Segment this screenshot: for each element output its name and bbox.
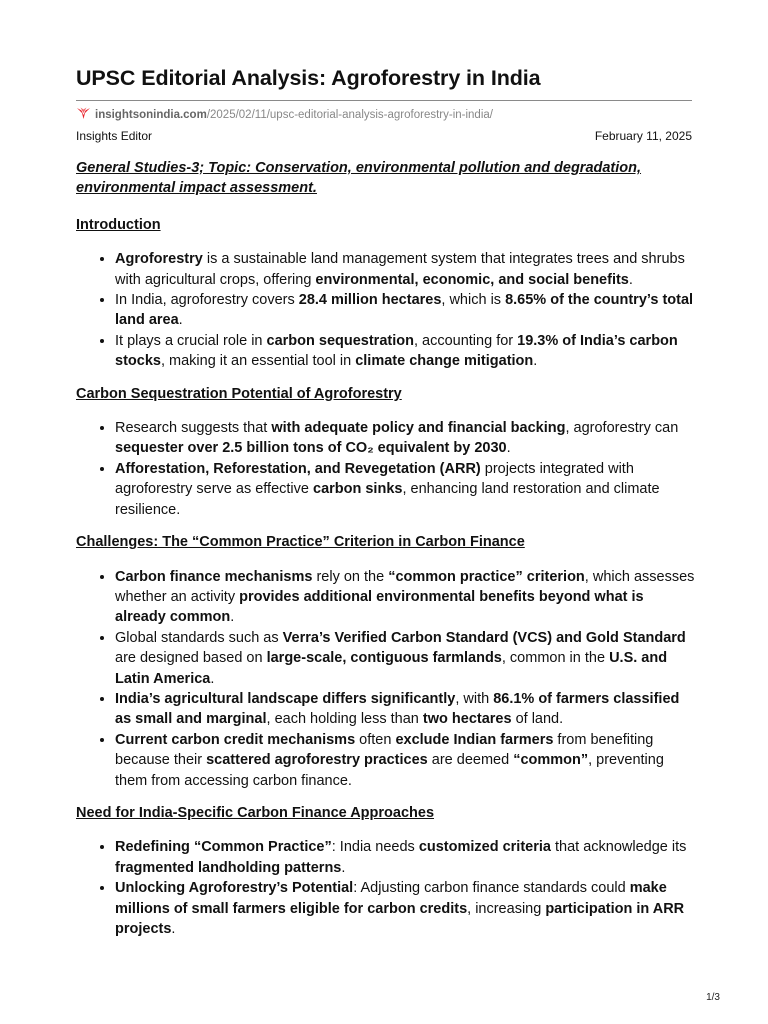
source-url[interactable]	[76, 107, 493, 123]
bold-text: 19.3% of India’s carbon stocks	[115, 332, 678, 370]
page-title: UPSC Editorial Analysis: Agroforestry in India	[76, 66, 541, 90]
text-run: : Adjusting carbon finance standards could	[353, 880, 630, 897]
text-run: .	[341, 859, 346, 876]
bold-text: scattered agroforestry practices	[206, 752, 428, 769]
section-heading: Need for India-Specific Carbon Finance Approaches	[76, 804, 435, 821]
bold-text: Unlocking Agroforestry’s Potential	[115, 880, 354, 897]
text-run: , agroforestry can	[565, 420, 679, 437]
bold-text: India’s agricultural landscape differs significantly	[115, 690, 456, 707]
text-run: , enhancing land restoration and climate resilience.	[115, 481, 660, 518]
list-item	[115, 459, 696, 520]
bold-text: sequester over 2.5 billion tons of CO₂ equivalent by 2030	[115, 440, 507, 457]
text-run: , making it an essential tool in	[160, 353, 356, 370]
text-run: , which assesses whether an activity	[115, 568, 695, 605]
list-item	[115, 878, 696, 939]
section-heading: Challenges: The “Common Practice” Criterion in Carbon Finance	[76, 534, 525, 551]
bold-text: “common practice” criterion	[388, 568, 585, 585]
section-heading: Carbon Sequestration Potential of Agroforestry	[76, 385, 402, 402]
bold-text: carbon sequestration	[266, 332, 414, 349]
section-heading: Introduction	[76, 216, 161, 233]
text-run: are designed based on	[115, 650, 267, 667]
title-divider	[76, 100, 692, 101]
text-run: .	[506, 440, 511, 457]
text-run: of land.	[511, 711, 564, 728]
bold-text: fragmented landholding patterns	[115, 859, 342, 876]
bold-text: 28.4 million hectares	[298, 292, 442, 309]
text-run: : India needs	[331, 839, 419, 856]
bold-text: participation in ARR projects	[115, 900, 685, 937]
text-run: projects integrated with agroforestry serve as effective	[115, 460, 634, 498]
bold-text: large-scale, contiguous farmlands	[266, 650, 502, 667]
bold-text: customized criteria	[418, 839, 551, 856]
publish-date: February 11, 2025	[594, 129, 692, 143]
text-run: .	[533, 353, 538, 370]
bold-text: “common”	[513, 752, 589, 769]
text-run: It plays a crucial role in	[115, 332, 267, 349]
bold-text: Current carbon credit mechanisms	[115, 731, 356, 748]
list-item	[115, 628, 696, 689]
author-name: Insights Editor	[76, 129, 153, 143]
bold-text: Agroforestry	[115, 251, 203, 268]
bold-text: exclude Indian farmers	[395, 731, 554, 748]
list-item	[115, 331, 696, 372]
list-item	[115, 837, 696, 878]
bold-text: with adequate policy and financial backing	[271, 420, 566, 437]
bold-text: environmental, economic, and social benefits	[315, 271, 629, 288]
text-run: .	[230, 609, 235, 626]
bullet-list	[76, 418, 696, 520]
bold-text: 86.1% of farmers classified as small and marginal	[115, 690, 680, 728]
bullet-list	[76, 249, 696, 371]
text-run: , with	[455, 690, 494, 707]
list-item	[115, 418, 696, 459]
bold-text: Verra’s Verified Carbon Standard (VCS) and Gold Standard	[282, 629, 686, 646]
bold-text: Redefining “Common Practice”	[115, 839, 332, 856]
text-run: , each holding less than	[266, 711, 423, 728]
text-run: often	[355, 731, 396, 748]
insights-logo-icon	[76, 107, 91, 120]
text-run: Global standards such as	[115, 629, 283, 646]
text-run: , accounting for	[413, 332, 518, 349]
text-run: .	[210, 670, 215, 687]
bold-text: two hectares	[422, 711, 512, 728]
text-run: Research suggests that	[115, 420, 272, 437]
text-run: rely on the	[312, 568, 389, 585]
bold-text: carbon sinks	[313, 481, 403, 498]
bold-text: U.S. and Latin America	[115, 650, 668, 687]
list-item	[115, 567, 696, 628]
list-item	[115, 689, 696, 730]
bold-text: climate change mitigation	[355, 353, 534, 370]
sections-container	[76, 215, 696, 940]
text-run: .	[171, 921, 176, 937]
bold-text: provides additional environmental benefits beyond what is already common	[115, 588, 644, 626]
text-run: that acknowledge its	[550, 839, 687, 856]
list-item	[115, 290, 696, 331]
text-run: , increasing	[467, 900, 546, 917]
topic-line: General Studies-3; Topic: Conservation, environmental pollution and degradation, environmental impact assessment.	[76, 160, 642, 197]
text-run: , preventing them from accessing carbon finance.	[115, 752, 664, 789]
url-domain[interactable]: insightsonindia.com	[95, 109, 207, 121]
list-item	[115, 249, 696, 290]
text-run: .	[178, 312, 183, 329]
list-item	[115, 730, 696, 791]
url-path[interactable]: /2025/02/11/upsc-editorial-analysis-agroforestry-in-india/	[206, 109, 493, 121]
article-body	[76, 158, 696, 951]
bullet-list	[76, 837, 696, 939]
bold-text: 8.65% of the country’s total land area	[115, 292, 694, 329]
bold-text: Afforestation, Reforestation, and Revegetation (ARR)	[115, 460, 481, 477]
text-run: are deemed	[427, 752, 514, 769]
bold-text: make millions of small farmers eligible for carbon credits	[115, 880, 667, 917]
bullet-list	[76, 567, 696, 791]
text-run: is a sustainable land management system that integrates trees and shrubs with agricultural crops, offering	[115, 251, 685, 288]
text-run: , common in the	[501, 650, 610, 667]
text-run: .	[628, 271, 633, 288]
page-number: 1/3	[706, 992, 720, 1003]
text-run: from benefiting because their	[115, 731, 654, 769]
text-run: , which is	[441, 292, 506, 309]
bold-text: Carbon finance mechanisms	[115, 568, 313, 585]
text-run: In India, agroforestry covers	[115, 292, 299, 309]
